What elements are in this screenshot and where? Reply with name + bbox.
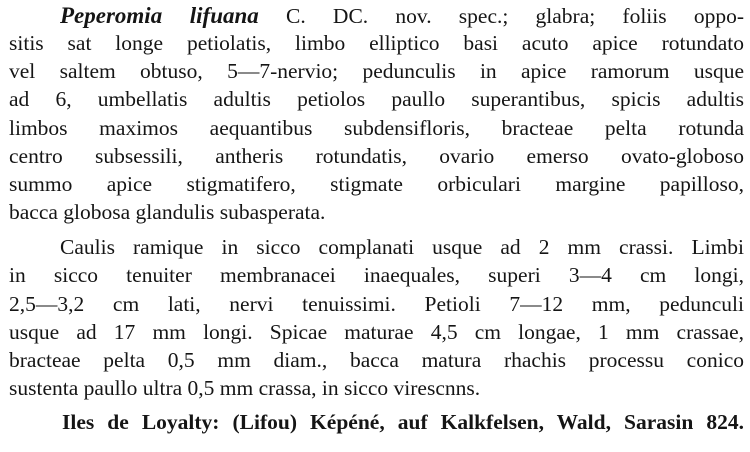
species-name: Peperomia lifuana — [60, 3, 259, 28]
description-line: vel saltem obtuso, 5—7-nervio; pedunculis in apice ramorum usque — [9, 59, 744, 83]
description-line-last: bacca globosa glandulis subasperata. — [9, 200, 326, 224]
measurements-line: usque ad 17 mm longi. Spicae maturae 4,5 cm longae, 1 mm crassae, — [9, 320, 744, 344]
measurements-line: bracteae pelta 0,5 mm diam., bacca matura rhachis processu conico — [9, 348, 744, 372]
measurements-line: in sicco tenuiter membranacei inaequales, superi 3—4 cm longi, — [9, 263, 744, 287]
description-line: ad 6, umbellatis adultis petiolos paullo superantibus, spicis adultis — [9, 87, 744, 111]
locality-line: Iles de Loyalty: (Lifou) Képéné, auf Kalkfelsen, Wald, Sarasin 824. — [62, 410, 744, 434]
measurements-line: 2,5—3,2 cm lati, nervi tenuissimi. Petioli 7—12 mm, pedunculi — [9, 292, 744, 316]
description-line: limbos maximos aequantibus subdensifloris, bracteae pelta rotunda — [9, 116, 744, 140]
description-line: centro subsessili, antheris rotundatis, ovario emerso ovato-globoso — [9, 144, 744, 168]
measurements-line: Caulis ramique in sicco complanati usque ad 2 mm crassi. Limbi — [60, 235, 744, 259]
description-line: summo apice stigmatifero, stigmate orbiculari margine papilloso, — [9, 172, 744, 196]
description-line-1 — [60, 1, 744, 31]
description-line: sitis sat longe petiolatis, limbo elliptico basi acuto apice rotundato — [9, 31, 744, 55]
description-line-1-rest: C. DC. nov. spec.; glabra; foliis oppo- — [286, 4, 744, 28]
measurements-line-last: sustenta paullo ultra 0,5 mm crassa, in sicco virescnns. — [9, 376, 481, 400]
